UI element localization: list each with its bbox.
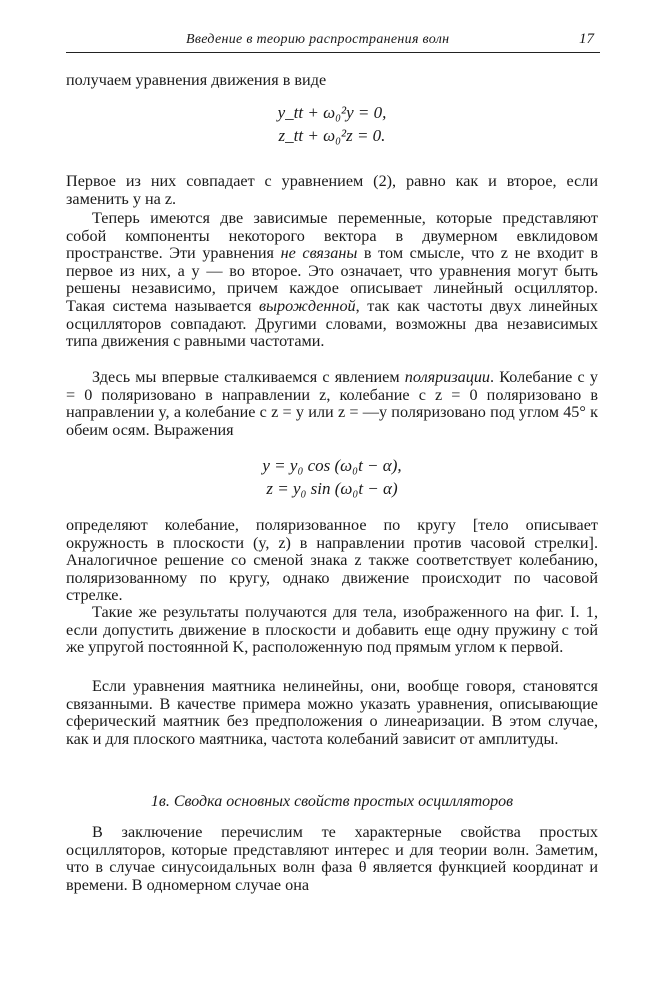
equation-z-sin: z = y₀ sin (ω₀t − α): [266, 479, 398, 498]
emphasis-degenerate: вырожденной: [258, 296, 356, 315]
emphasis-polarization: поляризации: [404, 368, 491, 386]
running-title: Введение в теорию распространения волн: [186, 32, 450, 47]
paragraph-6: Если уравнения маятника нелинейны, они, вообще говоря, становятся связанными. В качестве примера можно указать уравнения, описывающие сферический маятник без предположения о линеаризации. В этом случае, как и для плоского маятника, частота колебаний зависит от амплитуды.: [66, 677, 598, 748]
section-heading: 1в. Сводка основных свойств простых осцилляторов: [150, 793, 514, 810]
equation-y: y_tt + ω₀²y = 0,: [277, 103, 387, 122]
paragraph-4: определяют колебание, поляризованное по кругу [тело описывает окружность в плоскости (y, z) в направлении против часовой стрелки]. Аналогичное решение со сменой знака z также соответствует колебанию, поляризованному по кругу, однако движение происходит по часовой стрелке.: [66, 516, 598, 605]
running-header: [66, 30, 600, 53]
paragraph-5: Такие же результаты получаются для тела, изображенного на фиг. I. 1, если допустить движение в плоскости и добавить еще одну пружину с той же упругой постоянной K, расположенную под прямым углом к первой.: [66, 603, 598, 657]
paragraph-3: Здесь мы впервые сталкиваемся с явлением поляризации. Колебание с y = 0 поляризовано в направлении z, колебание с z = 0 поляризовано в направлении y, а колебание с z = y или z = —y поляризовано под углом 45° к обеим осям. Выражения: [66, 368, 598, 439]
page-number: 17: [579, 31, 594, 47]
paragraph-1: Первое из них совпадает с уравнением (2), равно как и второе, если заменить y на z.: [66, 172, 598, 208]
paragraph-7: В заключение перечислим те характерные свойства простых осцилляторов, которые представляют интерес и для теории волн. Заметим, что в случае синусоидальных волн фаза θ является функцией координат и времени. В одномерном случае она: [66, 823, 598, 894]
equation-y-cos: y = y₀ cos (ω₀t − α),: [262, 456, 402, 475]
equations-block-2: [66, 454, 598, 500]
intro-line: [66, 72, 598, 90]
emphasis-not-coupled: не связаны: [280, 244, 358, 263]
equation-z: z_tt + ω₀²z = 0.: [278, 126, 386, 145]
paragraph-2: Теперь имеются две зависимые переменные, которые представляют собой компоненты некоторого вектора в двумерном евклидовом пространстве. Эти уравнения не связаны в том смысле, что z не входит в первое из них, а y — во второе. Это означает, что уравнения могут быть решены независимо, причем каждое описывает линейный осциллятор. Такая система называется вырожденной, так как частоты двух линейных осцилляторов совпадают. Другими словами, возможны два независимых типа движения с равными частотами.: [66, 209, 599, 351]
equations-block-1: [66, 101, 598, 147]
intro-text: получаем уравнения движения в виде: [66, 71, 327, 89]
